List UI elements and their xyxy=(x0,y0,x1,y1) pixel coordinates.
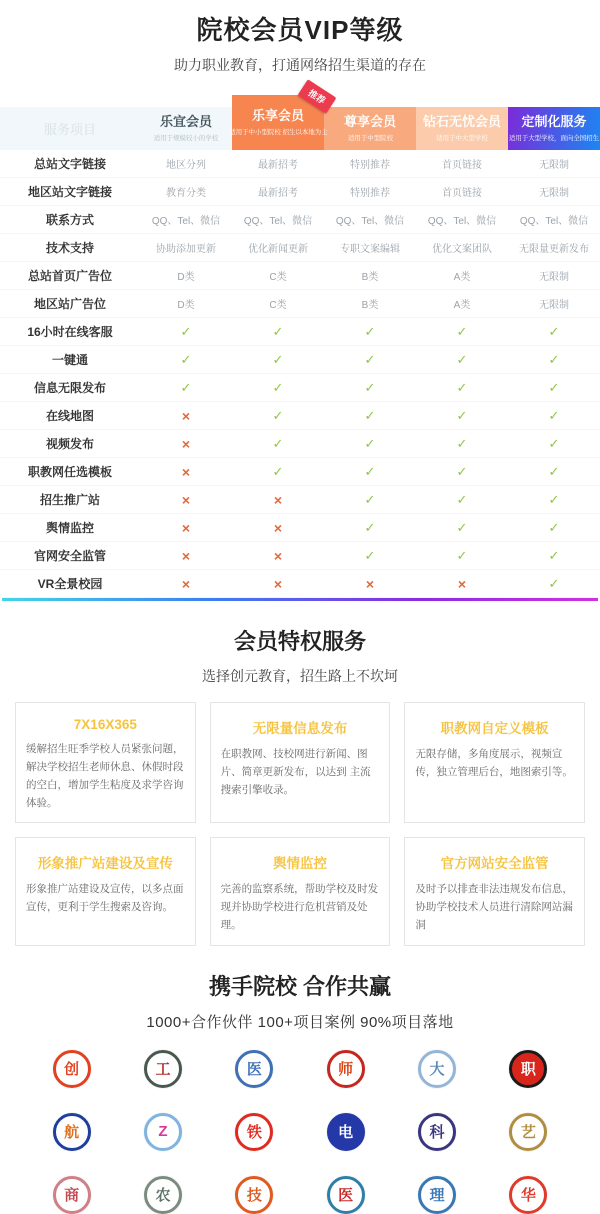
school-logo-icon: 科 xyxy=(418,1113,456,1151)
cell-value: 教育分类 xyxy=(166,188,206,199)
cell-value: D类 xyxy=(177,272,195,283)
school-logo-icon: Z xyxy=(144,1113,182,1151)
check-icon: ✓ xyxy=(272,463,284,479)
table-row xyxy=(0,178,600,206)
cell-value: B类 xyxy=(361,272,379,283)
cell-value: 优化文案团队 xyxy=(432,244,492,255)
row-label: 职教网任选模板 xyxy=(27,465,112,479)
tier-header-4 xyxy=(416,107,508,150)
school-logo-icon: 技 xyxy=(235,1176,273,1214)
check-icon: ✓ xyxy=(364,547,376,563)
check-icon: ✓ xyxy=(548,547,560,563)
tier-desc: 适用于中大型学校 xyxy=(436,135,488,142)
check-icon: ✓ xyxy=(364,491,376,507)
check-icon: ✓ xyxy=(456,547,468,563)
check-icon: ✓ xyxy=(180,351,192,367)
check-icon: ✓ xyxy=(364,435,376,451)
check-icon: ✓ xyxy=(548,379,560,395)
card-title: 官方网站安全监管 xyxy=(440,856,549,872)
privileges-subtitle: 选择创元教育，招生路上不坎坷 xyxy=(202,668,398,684)
tier-name: 尊享会员 xyxy=(343,114,396,130)
cell-value: B类 xyxy=(361,300,379,311)
table-row xyxy=(0,234,600,262)
cross-icon: × xyxy=(181,407,191,424)
check-icon: ✓ xyxy=(456,407,468,423)
cell-value: D类 xyxy=(177,300,195,311)
school-logo-icon: 理 xyxy=(418,1176,456,1214)
cross-icon: × xyxy=(181,547,191,564)
check-icon: ✓ xyxy=(272,407,284,423)
table-row xyxy=(0,206,600,234)
partner-logos-grid xyxy=(0,1032,600,1214)
cross-icon: × xyxy=(273,491,283,508)
school-logo-icon: 大 xyxy=(418,1050,456,1088)
table-row xyxy=(0,486,600,514)
school-logo-icon: 创 xyxy=(53,1050,91,1088)
cell-value: C类 xyxy=(269,272,287,283)
check-icon: ✓ xyxy=(364,463,376,479)
row-label: 视频发布 xyxy=(45,437,94,451)
school-logo-icon: 工 xyxy=(144,1050,182,1088)
row-label: 信息无限发布 xyxy=(33,381,106,395)
check-icon: ✓ xyxy=(548,407,560,423)
gradient-divider xyxy=(2,598,598,601)
card-body: 无限存储，多角度展示，视频宣传，独立管理后台，地图索引等。 xyxy=(415,748,573,778)
check-icon: ✓ xyxy=(548,463,560,479)
row-label: 总站文字链接 xyxy=(33,157,106,171)
privilege-card xyxy=(404,702,585,823)
row-label: 官网安全监管 xyxy=(33,549,106,563)
row-label: 一键通 xyxy=(51,353,88,367)
table-row xyxy=(0,514,600,542)
tier-header-2 xyxy=(228,87,328,150)
check-icon: ✓ xyxy=(364,407,376,423)
privilege-card xyxy=(15,837,196,946)
cell-value: QQ、Tel、微信 xyxy=(335,216,405,227)
cross-icon: × xyxy=(273,575,283,592)
table-row xyxy=(0,374,600,402)
school-logo-icon: 农 xyxy=(144,1176,182,1214)
check-icon: ✓ xyxy=(364,379,376,395)
row-label: 16小时在线客服 xyxy=(27,325,113,339)
cell-value: QQ、Tel、微信 xyxy=(243,216,313,227)
tier-desc: 适用于规模较小的学校 xyxy=(153,135,219,142)
check-icon: ✓ xyxy=(456,379,468,395)
cross-icon: × xyxy=(181,435,191,452)
partners-title: 携手院校 合作共赢 xyxy=(208,973,392,999)
card-body: 缓解招生旺季学校人员紧张问题，解决学校招生老师休息、休假时段的空白，增加学生粘度及求学咨询体验。 xyxy=(26,743,184,809)
cell-value: 特别推荐 xyxy=(350,160,390,171)
check-icon: ✓ xyxy=(272,435,284,451)
cross-icon: × xyxy=(457,575,467,592)
row-label: 地区站广告位 xyxy=(33,297,106,311)
cell-value: 特别推荐 xyxy=(350,188,390,199)
page-title: 院校会员VIP等级 xyxy=(196,15,404,45)
school-logo-icon: 电 xyxy=(327,1113,365,1151)
tier-header-1 xyxy=(140,107,232,150)
tier-name: 乐享会员 xyxy=(251,108,304,124)
cross-icon: × xyxy=(273,519,283,536)
check-icon: ✓ xyxy=(548,435,560,451)
check-icon: ✓ xyxy=(548,519,560,535)
tier-desc: 适用于中型院校 xyxy=(347,135,393,142)
cell-value: 优化新闻更新 xyxy=(248,244,308,255)
page-subtitle: 助力职业教育，打通网络招生渠道的存在 xyxy=(174,57,426,73)
vip-comparison-table xyxy=(0,87,600,601)
privilege-card xyxy=(210,702,391,823)
check-icon: ✓ xyxy=(364,519,376,535)
school-logo-icon: 华 xyxy=(509,1176,547,1214)
row-label: 联系方式 xyxy=(45,213,94,227)
cross-icon: × xyxy=(365,575,375,592)
table-row xyxy=(0,542,600,570)
check-icon: ✓ xyxy=(364,323,376,339)
cell-value: A类 xyxy=(453,272,471,283)
card-title: 无限量信息发布 xyxy=(252,721,348,736)
school-logo-icon: 师 xyxy=(327,1050,365,1088)
card-title: 7X16X365 xyxy=(73,717,137,732)
table-row xyxy=(0,458,600,486)
tier-header-5 xyxy=(508,107,600,150)
tier-header-3 xyxy=(324,107,416,150)
check-icon: ✓ xyxy=(548,323,560,339)
check-icon: ✓ xyxy=(456,491,468,507)
card-body: 及时予以排查非法违规发布信息，协助学校技术人员进行清除网站漏洞 xyxy=(415,883,573,932)
check-icon: ✓ xyxy=(364,351,376,367)
table-row xyxy=(0,262,600,290)
table-row xyxy=(0,346,600,374)
table-body xyxy=(0,150,600,598)
cell-value: 无限制 xyxy=(539,160,569,171)
cross-icon: × xyxy=(181,463,191,480)
row-label: 地区站文字链接 xyxy=(27,185,112,199)
cell-value: QQ、Tel、微信 xyxy=(151,216,221,227)
cell-value: C类 xyxy=(269,300,287,311)
row-label: 舆情监控 xyxy=(45,521,94,535)
row-label: 在线地图 xyxy=(45,409,94,423)
cell-value: QQ、Tel、微信 xyxy=(427,216,497,227)
table-row xyxy=(0,430,600,458)
school-logo-icon: 医 xyxy=(327,1176,365,1214)
card-title: 形象推广站建设及宣传 xyxy=(37,856,173,872)
table-row xyxy=(0,570,600,598)
table-row xyxy=(0,150,600,178)
cell-value: 专职文案编辑 xyxy=(340,244,400,255)
cross-icon: × xyxy=(181,575,191,592)
check-icon: ✓ xyxy=(272,379,284,395)
cell-value: 地区分列 xyxy=(166,160,206,171)
partners-stats: 1000+合作伙伴 100+项目案例 90%项目落地 xyxy=(146,1013,454,1031)
tier-name: 乐宜会员 xyxy=(159,114,212,130)
school-logo-icon: 职 xyxy=(509,1050,547,1088)
cell-value: 最新招考 xyxy=(258,188,298,199)
check-icon: ✓ xyxy=(456,519,468,535)
card-body: 形象推广站建设及宣传，以多点面宣传，更利于学生搜索及咨询。 xyxy=(26,883,184,914)
cell-value: 最新招考 xyxy=(258,160,298,171)
table-row xyxy=(0,290,600,318)
cell-value: A类 xyxy=(453,300,471,311)
table-header-row xyxy=(0,87,600,150)
school-logo-icon: 铁 xyxy=(235,1113,273,1151)
cell-value: 无限制 xyxy=(539,272,569,283)
school-logo-icon: 艺 xyxy=(509,1113,547,1151)
privilege-card xyxy=(404,837,585,946)
tier-name: 定制化服务 xyxy=(521,114,587,130)
cell-value: 无限量更新发布 xyxy=(519,244,589,255)
cell-value: 无限制 xyxy=(539,188,569,199)
check-icon: ✓ xyxy=(548,351,560,367)
cross-icon: × xyxy=(181,491,191,508)
card-body: 在职教网、技校网进行新闻、图片、简章更新发布，以达到 主流搜索引擎收录。 xyxy=(220,748,371,796)
tier-desc: 适用于大型学校，面向全国招生 xyxy=(508,135,600,142)
school-logo-icon: 医 xyxy=(235,1050,273,1088)
privilege-card xyxy=(15,702,196,823)
row-label: 总站首页广告位 xyxy=(27,269,112,283)
row-label: 招生推广站 xyxy=(39,493,100,507)
row-label: 技术支持 xyxy=(45,241,94,255)
tier-name: 钻石无忧会员 xyxy=(422,114,501,130)
check-icon: ✓ xyxy=(180,323,192,339)
cross-icon: × xyxy=(181,519,191,536)
check-icon: ✓ xyxy=(456,323,468,339)
check-icon: ✓ xyxy=(272,323,284,339)
cell-value: 首页链接 xyxy=(442,188,482,199)
school-logo-icon: 商 xyxy=(53,1176,91,1214)
check-icon: ✓ xyxy=(180,379,192,395)
check-icon: ✓ xyxy=(548,575,560,591)
privilege-cards xyxy=(0,702,600,946)
service-column-header: 服务项目 xyxy=(0,107,140,150)
recommended-badge: 推荐 xyxy=(298,79,337,113)
table-row xyxy=(0,402,600,430)
school-logo-icon: 航 xyxy=(53,1113,91,1151)
check-icon: ✓ xyxy=(456,435,468,451)
check-icon: ✓ xyxy=(456,463,468,479)
card-title: 舆情监控 xyxy=(272,856,327,872)
privilege-card xyxy=(210,837,391,946)
cell-value: 无限制 xyxy=(539,300,569,311)
card-title: 职教网自定义模板 xyxy=(440,721,549,736)
cell-value: 协助添加更新 xyxy=(156,244,216,255)
check-icon: ✓ xyxy=(272,351,284,367)
privileges-title: 会员特权服务 xyxy=(233,629,366,654)
check-icon: ✓ xyxy=(548,491,560,507)
check-icon: ✓ xyxy=(456,351,468,367)
cell-value: 首页链接 xyxy=(442,160,482,171)
cell-value: QQ、Tel、微信 xyxy=(519,216,589,227)
cross-icon: × xyxy=(273,547,283,564)
tier-desc: 适用于中小型院校 招生以本地为主 xyxy=(228,129,328,136)
row-label: VR全景校园 xyxy=(37,577,103,591)
table-row xyxy=(0,318,600,346)
card-body: 完善的监察系统，帮助学校及时发现并协助学校进行危机营销及处理。 xyxy=(220,883,379,932)
